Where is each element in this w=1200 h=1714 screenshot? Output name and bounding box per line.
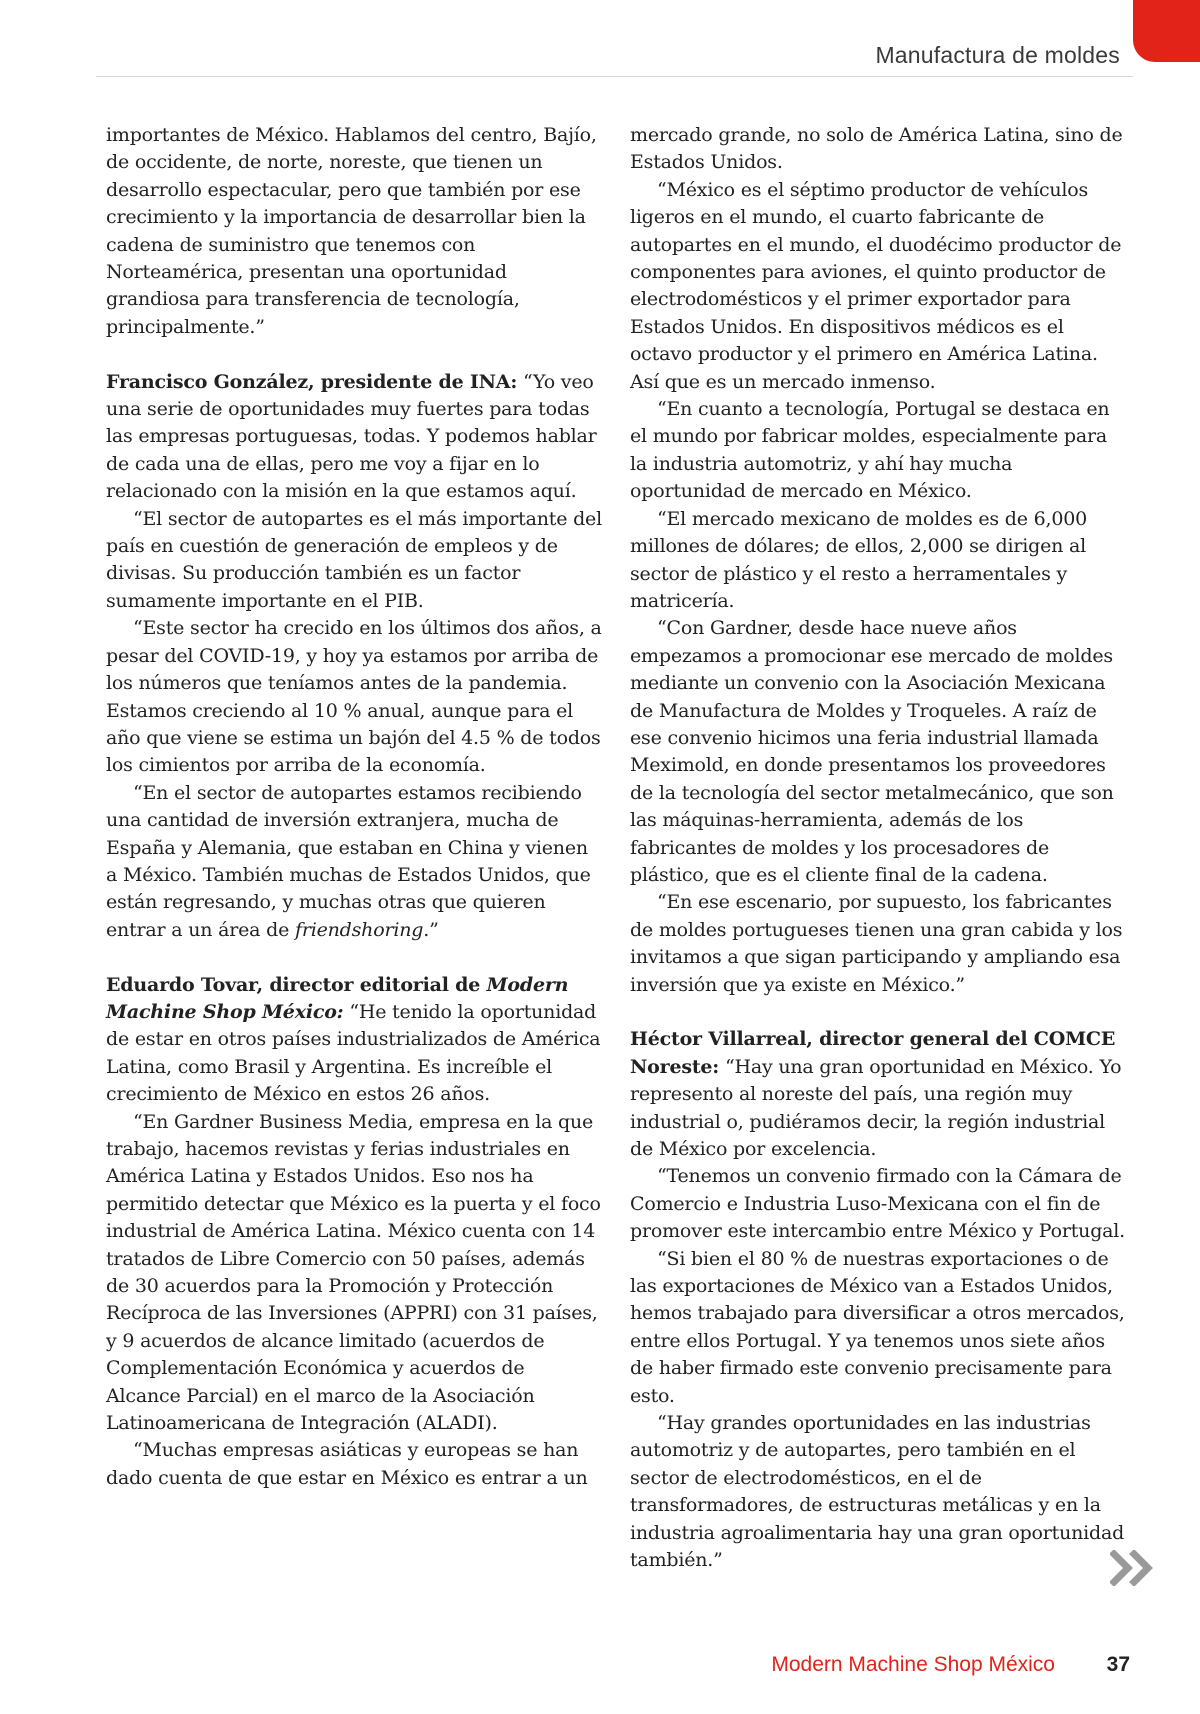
paragraph: “Si bien el 80 % de nuestras exportaciones o de las exportaciones de México van a Estados Unidos, hemos trabajado para diversificar a otros mercados, entre ellos Portugal. Y ya tenemos unos siete años de haber firmado este convenio precisamente para esto. bbox=[630, 1247, 1125, 1407]
header-divider bbox=[96, 76, 1133, 77]
emphasis-term: friendshoring bbox=[295, 918, 424, 941]
publication-name: Modern Machine Shop México: bbox=[106, 973, 569, 1023]
paragraph: “Con Gardner, desde hace nueve años empezamos a promocionar ese mercado de moldes mediante un convenio con la Asociación Mexicana de Manufactura de Moldes y Troqueles. A raíz de ese convenio hicimos una feria industrial llamada Meximold, en donde presentamos los proveedores de la tecnología del sector metalmecánico, que son las máquinas-herramienta, además de los fabricantes de moldes y los procesadores de plástico, que es el cliente final de la cadena. bbox=[630, 617, 1114, 886]
paragraph: mercado grande, no solo de América Latina, sino de Estados Unidos. bbox=[630, 124, 1123, 174]
paragraph: “El sector de autopartes es el más importante del país en cuestión de generación de empleos y de divisas. Su producción también es un factor sumamente importante en el PIB. bbox=[106, 507, 602, 612]
paragraph bbox=[106, 780, 602, 944]
footer-publication: Modern Machine Shop México bbox=[771, 1653, 1055, 1676]
paragraph: “El mercado mexicano de moldes es de 6,000 millones de dólares; de ellos, 2,000 se dirigen al sector de plástico y el resto a herramentales y matricería. bbox=[630, 507, 1088, 612]
paragraph-text-end: .” bbox=[423, 918, 439, 941]
paragraph: “Tenemos un convenio firmado con la Cámara de Comercio e Industria Luso-Mexicana con el fin de promover este intercambio entre México y Portugal. bbox=[630, 1165, 1126, 1243]
paragraph: importantes de México. Hablamos del centro, Bajío, de occidente, de norte, noreste, que tienen un desarrollo espectacular, pero que también por ese crecimiento y la importancia de desarrollar bien la cadena de suministro que tenemos con Norteamérica, presentan una oportunidad grandiosa para transferencia de tecnología, principalmente.” bbox=[106, 124, 597, 338]
speaker-paragraph bbox=[106, 972, 602, 1109]
paragraph: “Este sector ha crecido en los últimos dos años, a pesar del COVID-19, y hoy ya estamos por arriba de los números que teníamos antes de la pandemia. Estamos creciendo al 10 % anual, aunque para el año que viene se estima un bajón del 4.5 % de todos los cimientos por arriba de la economía. bbox=[106, 617, 602, 777]
speaker-name: Héctor Villarreal, director general del COMCE Noreste: bbox=[630, 1028, 1116, 1078]
speaker-name: Francisco González, presidente de INA: bbox=[106, 370, 518, 393]
left-column bbox=[106, 122, 602, 1492]
section-header: Manufactura de moldes bbox=[875, 42, 1120, 68]
paragraph: “En Gardner Business Media, empresa en la que trabajo, hacemos revistas y ferias industriales en América Latina y Estados Unidos. Eso nos ha permitido detectar que México es la puerta y el foco industrial de América Latina. México cuenta con 14 tratados de Libre Comercio con 50 países, además de 30 acuerdos para la Promoción y Protección Recíproca de las Inversiones (APPRI) con 31 países, y 9 acuerdos de alcance limitado (acuerdos de Complementación Económica y acuerdos de Alcance Parcial) en el marco de la Asociación Latinoamericana de Integración (ALADI). bbox=[106, 1110, 601, 1435]
speaker-name: Eduardo Tovar, director editorial de bbox=[106, 973, 487, 996]
paragraph-text: “En el sector de autopartes estamos recibiendo una cantidad de inversión extranjera, mucha de España y Alemania, que estaban en China y vienen a México. También muchas de Estados Unidos, que están regresando, y muchas otras que quieren entrar a un área de bbox=[106, 781, 591, 941]
speaker-paragraph bbox=[106, 369, 602, 506]
paragraph-text: “Hay una gran oportunidad en México. Yo represento al noreste del país, una región muy industrial o, pudiéramos decir, la región industrial de México por excelencia. bbox=[630, 1055, 1122, 1161]
speaker-paragraph bbox=[630, 1026, 1126, 1163]
paragraph-text: “Yo veo una serie de oportunidades muy fuertes para todas las empresas portuguesas, todas. Y podemos hablar de cada una de ellas, pero me voy a fijar en lo relacionado con la misión en la que estamos aquí. bbox=[106, 370, 597, 503]
paragraph: “En ese escenario, por supuesto, los fabricantes de moldes portugueses tienen una gran cabida y los invitamos a que sigan participando y ampliando esa inversión que ya existe en México.” bbox=[630, 891, 1123, 996]
paragraph-text: “He tenido la oportunidad de estar en otros países industrializados de América Latina, como Brasil y Argentina. Es increíble el crecimiento de México en estos 26 años. bbox=[106, 1000, 601, 1106]
paragraph: “Muchas empresas asiáticas y europeas se han dado cuenta de que estar en México es entrar a un bbox=[106, 1439, 588, 1489]
paragraph: “En cuanto a tecnología, Portugal se destaca en el mundo por fabricar moldes, especialmente para la industria automotriz, y ahí hay mucha oportunidad de mercado en México. bbox=[630, 398, 1110, 503]
section-color-tab bbox=[1133, 0, 1200, 62]
page-number: 37 bbox=[1106, 1653, 1130, 1676]
page-footer bbox=[0, 1653, 1200, 1683]
double-chevron-right-icon bbox=[1110, 1550, 1160, 1586]
right-column bbox=[630, 122, 1126, 1575]
paragraph: “México es el séptimo productor de vehículos ligeros en el mundo, el cuarto fabricante de autopartes en el mundo, el duodécimo productor de componentes para aviones, el quinto productor de electrodomésticos y el primer exportador para Estados Unidos. En dispositivos médicos es el octavo productor y el primero en América Latina. Así que es un mercado inmenso. bbox=[630, 178, 1122, 393]
paragraph: “Hay grandes oportunidades en las industrias automotriz y de autopartes, pero también en el sector de electrodomésticos, en el de transformadores, de estructuras metálicas y en la industria agroalimentaria hay una gran oportunidad también.” bbox=[630, 1412, 1125, 1572]
